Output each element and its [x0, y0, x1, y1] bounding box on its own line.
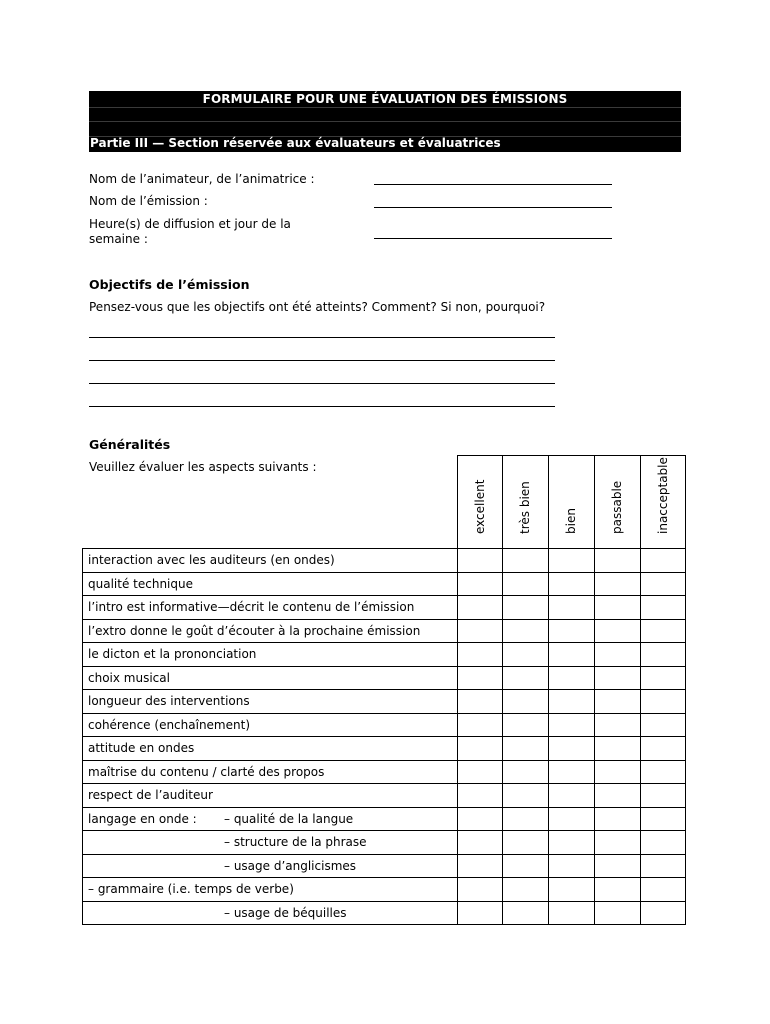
- rating-cell-très-bien[interactable]: [503, 808, 548, 831]
- rating-cell-excellent[interactable]: [458, 808, 502, 831]
- rating-cell-bien[interactable]: [549, 620, 594, 643]
- rating-cell-très-bien[interactable]: [503, 737, 548, 760]
- column-header-passable: passable: [610, 480, 624, 534]
- rating-cell-excellent[interactable]: [458, 549, 502, 572]
- row-sublabel: – usage d’anglicismes: [224, 858, 357, 873]
- rating-cell-passable[interactable]: [595, 737, 640, 760]
- rating-cell-inacceptable[interactable]: [641, 643, 685, 666]
- rating-cell-passable[interactable]: [595, 690, 640, 713]
- rating-cell-bien[interactable]: [549, 549, 594, 572]
- rating-cell-passable[interactable]: [595, 714, 640, 737]
- rating-cell-inacceptable[interactable]: [641, 761, 685, 784]
- row-label: choix musical: [88, 670, 170, 685]
- show-name-label: Nom de l’émission :: [89, 194, 208, 208]
- row-label: cohérence (enchaînement): [88, 717, 250, 732]
- rating-cell-bien[interactable]: [549, 784, 594, 807]
- rating-cell-bien[interactable]: [549, 737, 594, 760]
- rating-cell-passable[interactable]: [595, 902, 640, 925]
- row-label: langage en onde :: [88, 811, 197, 826]
- rating-cell-passable[interactable]: [595, 761, 640, 784]
- rating-cell-bien[interactable]: [549, 878, 594, 901]
- rating-cell-inacceptable[interactable]: [641, 620, 685, 643]
- rating-cell-bien[interactable]: [549, 573, 594, 596]
- rating-cell-bien[interactable]: [549, 902, 594, 925]
- rating-cell-inacceptable[interactable]: [641, 549, 685, 572]
- rating-cell-bien[interactable]: [549, 831, 594, 854]
- rating-cell-passable[interactable]: [595, 667, 640, 690]
- rating-cell-passable[interactable]: [595, 831, 640, 854]
- broadcast-time-label-line2: semaine :: [89, 232, 148, 246]
- rating-cell-excellent[interactable]: [458, 643, 502, 666]
- rating-cell-excellent[interactable]: [458, 902, 502, 925]
- row-sublabel: – qualité de la langue: [224, 811, 354, 826]
- rating-cell-très-bien[interactable]: [503, 549, 548, 572]
- row-label: respect de l’auditeur: [88, 788, 213, 802]
- general-instruction: Veuillez évaluer les aspects suivants :: [89, 460, 317, 474]
- rating-cell-très-bien[interactable]: [503, 855, 548, 878]
- rating-cell-bien[interactable]: [549, 596, 594, 619]
- column-header-excellent: excellent: [472, 479, 487, 534]
- rating-cell-bien[interactable]: [549, 808, 594, 831]
- objectives-question: Pensez-vous que les objectifs ont été atteints? Comment? Si non, pourquoi?: [89, 300, 546, 314]
- rating-cell-passable[interactable]: [595, 808, 640, 831]
- column-header-très-bien: très bien: [518, 481, 532, 534]
- row-label: l’extro donne le goût d’écouter à la prochaine émission: [88, 623, 421, 638]
- rating-cell-très-bien[interactable]: [503, 714, 548, 737]
- rating-cell-inacceptable[interactable]: [641, 690, 685, 713]
- rating-cell-bien[interactable]: [549, 714, 594, 737]
- rating-cell-très-bien[interactable]: [503, 761, 548, 784]
- rating-cell-excellent[interactable]: [458, 714, 502, 737]
- row-label: maîtrise du contenu / clarté des propos: [88, 764, 325, 779]
- table-border: [457, 455, 685, 456]
- rating-cell-excellent[interactable]: [458, 573, 502, 596]
- row-label: interaction avec les auditeurs (en ondes): [88, 553, 335, 567]
- answer-line-2[interactable]: [89, 360, 555, 361]
- rating-cell-bien[interactable]: [549, 855, 594, 878]
- rating-cell-passable[interactable]: [595, 643, 640, 666]
- row-label: longueur des interventions: [88, 694, 250, 708]
- rating-cell-excellent[interactable]: [458, 690, 502, 713]
- rating-cell-inacceptable[interactable]: [641, 714, 685, 737]
- rating-cell-excellent[interactable]: [458, 784, 502, 807]
- rating-cell-inacceptable[interactable]: [641, 784, 685, 807]
- rating-cell-inacceptable[interactable]: [641, 808, 685, 831]
- rating-cell-très-bien[interactable]: [503, 690, 548, 713]
- table-border: [685, 455, 686, 925]
- rating-cell-passable[interactable]: [595, 878, 640, 901]
- row-label: attitude en ondes: [88, 741, 195, 755]
- rating-cell-très-bien[interactable]: [503, 596, 548, 619]
- rating-cell-passable[interactable]: [595, 549, 640, 572]
- row-label: – grammaire (i.e. temps de verbe): [88, 882, 294, 896]
- rating-cell-passable[interactable]: [595, 596, 640, 619]
- rating-cell-très-bien[interactable]: [503, 620, 548, 643]
- rating-cell-très-bien[interactable]: [503, 784, 548, 807]
- rating-cell-inacceptable[interactable]: [641, 878, 685, 901]
- rating-cell-très-bien[interactable]: [503, 667, 548, 690]
- column-header-bien: bien: [564, 508, 578, 534]
- rating-cell-très-bien[interactable]: [503, 643, 548, 666]
- rating-cell-très-bien[interactable]: [503, 831, 548, 854]
- rating-cell-inacceptable[interactable]: [641, 737, 685, 760]
- rating-cell-bien[interactable]: [549, 690, 594, 713]
- rating-cell-excellent[interactable]: [458, 855, 502, 878]
- host-name-label: Nom de l’animateur, de l’animatrice :: [89, 172, 315, 186]
- column-header-inacceptable: inacceptable: [655, 457, 670, 534]
- row-sublabel: – structure de la phrase: [224, 835, 367, 849]
- answer-line-4[interactable]: [89, 406, 555, 407]
- form-header: [89, 91, 681, 152]
- row-label: le dicton et la prononciation: [88, 647, 257, 661]
- rating-cell-passable[interactable]: [595, 855, 640, 878]
- rating-cell-excellent[interactable]: [458, 667, 502, 690]
- rating-cell-bien[interactable]: [549, 761, 594, 784]
- host-name-field[interactable]: [374, 184, 612, 185]
- form-title: FORMULAIRE POUR UNE ÉVALUATION DES ÉMISSIONS: [202, 92, 568, 106]
- rating-cell-très-bien[interactable]: [503, 878, 548, 901]
- rating-cell-inacceptable[interactable]: [641, 831, 685, 854]
- general-title: Généralités: [89, 437, 171, 452]
- rating-cell-excellent[interactable]: [458, 737, 502, 760]
- rating-cell-inacceptable[interactable]: [641, 855, 685, 878]
- rating-cell-bien[interactable]: [549, 667, 594, 690]
- row-label: l’intro est informative—décrit le contenu de l’émission: [88, 600, 415, 614]
- rating-cell-excellent[interactable]: [458, 596, 502, 619]
- section-heading: Partie III — Section réservée aux évaluateurs et évaluatrices: [90, 136, 501, 150]
- rating-cell-excellent[interactable]: [458, 620, 502, 643]
- rating-cell-bien[interactable]: [549, 643, 594, 666]
- table-border: [82, 548, 83, 925]
- rating-cell-excellent[interactable]: [458, 761, 502, 784]
- answer-line-3[interactable]: [89, 383, 555, 384]
- broadcast-time-field[interactable]: [374, 238, 612, 239]
- rating-cell-très-bien[interactable]: [503, 902, 548, 925]
- answer-line-1[interactable]: [89, 337, 555, 338]
- rating-cell-excellent[interactable]: [458, 831, 502, 854]
- row-label: qualité technique: [88, 576, 193, 591]
- rating-cell-inacceptable[interactable]: [641, 667, 685, 690]
- rating-cell-excellent[interactable]: [458, 878, 502, 901]
- rating-cell-inacceptable[interactable]: [641, 573, 685, 596]
- rating-cell-passable[interactable]: [595, 784, 640, 807]
- rating-cell-inacceptable[interactable]: [641, 902, 685, 925]
- objectives-title: Objectifs de l’émission: [89, 277, 250, 292]
- rating-cell-très-bien[interactable]: [503, 573, 548, 596]
- rating-cell-inacceptable[interactable]: [641, 596, 685, 619]
- row-sublabel: – usage de béquilles: [224, 905, 347, 920]
- show-name-field[interactable]: [374, 207, 612, 208]
- broadcast-time-label-line1: Heure(s) de diffusion et jour de la: [89, 217, 291, 231]
- rating-cell-passable[interactable]: [595, 573, 640, 596]
- rating-cell-passable[interactable]: [595, 620, 640, 643]
